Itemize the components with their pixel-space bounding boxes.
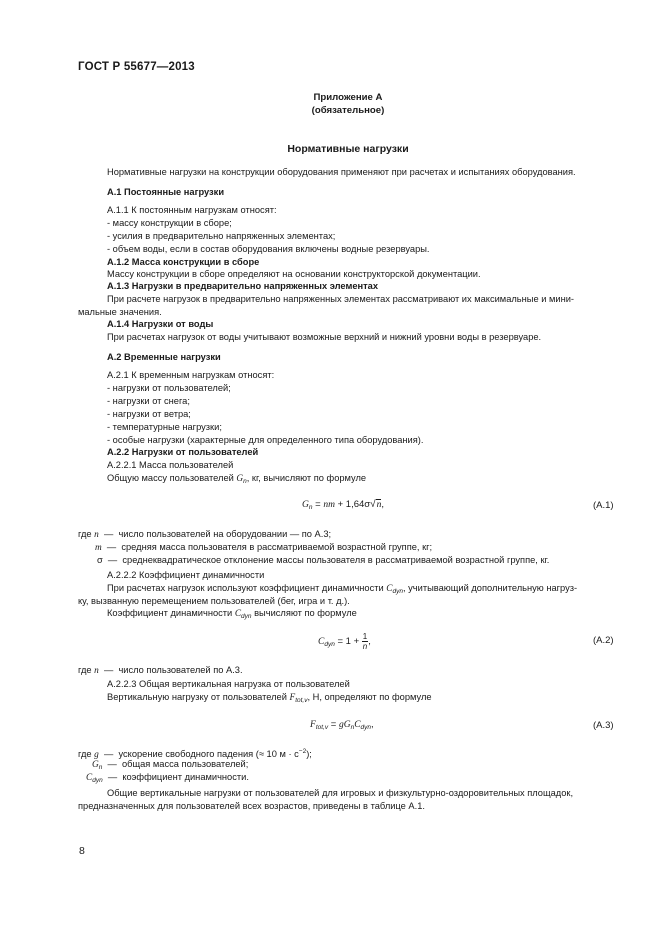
a2-2-3-heading: А.2.2.3 Общая вертикальная нагрузка от пользователей [107,679,350,689]
final-paragraph-line2: предназначенных для пользователей всех возрастов, приведены в таблице А.1. [78,801,425,811]
a2-2-2-text-line2: ку, вызванную перемещением пользователей (бег, игра и т. д.). [78,596,350,606]
a1-heading: А.1 Постоянные нагрузки [107,187,225,197]
page-number: 8 [79,845,85,857]
a1-3-heading: А.1.3 Нагрузки в предварительно напряженных элементах [107,281,379,291]
list-item: - нагрузки от снега; [107,396,190,406]
where-item: где n — число пользователей на оборудовании — по А.3; [78,529,332,540]
intro-paragraph: Нормативные нагрузки на конструкции оборудования применяют при расчетах и испытаниях оборудования. [107,167,576,177]
a2-2-2-heading: А.2.2.2 Коэффициент динамичности [107,570,265,580]
list-item: - объем воды, если в состав оборудования включены водные резервуары. [107,244,430,254]
list-item: - усилия в предварительно напряженных элементах; [107,231,336,241]
a1-2-heading: А.1.2 Масса конструкции в сборе [107,257,260,267]
a2-2-1-heading: А.2.2.1 Масса пользователей [107,460,234,470]
a2-2-2-text-line1: При расчетах нагрузок используют коэффициент динамичности $C_{dyn}$, учитывающий дополнительную нагруз- [107,583,578,595]
formula-a3: $F_{tot,v} = gG_nC_{dyn}$, [310,719,374,731]
formula-a3-number: (А.3) [593,720,614,731]
document-header: ГОСТ Р 55677—2013 [78,61,195,73]
formula-a2-number: (А.2) [593,635,614,646]
list-item: - нагрузки от пользователей; [107,383,231,393]
a1-4-text: При расчетах нагрузок от воды учитывают возможные верхний и нижний уровни воды в резервуаре. [107,332,542,342]
a1-3-text-line2: мальные значения. [78,307,162,317]
a1-2-text: Массу конструкции в сборе определяют на основании конструкторской документации. [107,269,481,279]
list-item: - особые нагрузки (характерные для определенного типа оборудования). [107,435,424,445]
a2-2-1-text: Общую массу пользователей $G_n$, кг, вычисляют по формуле [107,473,367,485]
where-item: где g — ускорение свободного падения (≈ 10 $м \cdot с^{-2}$); [78,748,312,760]
a2-2-2-text-line3: Коэффициент динамичности $C_{dyn}$ вычисляют по формуле [107,608,357,620]
final-paragraph-line1: Общие вертикальные нагрузки от пользователей для игровых и физкультурно-оздоровительных площадок, [107,788,574,798]
list-item: - температурные нагрузки; [107,422,222,432]
where-item: σ — среднеквадратическое отклонение массы пользователя в рассматриваемой возрастной группе, кг. [97,555,550,565]
a2-2-heading: А.2.2 Нагрузки от пользователей [107,447,259,457]
formula-a1: $G_n$ = nm + 1,64σ√n, [302,499,385,511]
where-item: $G_n$ — общая масса пользователей; [92,759,249,771]
where-item: где n — число пользователей по А.3. [78,665,243,676]
where-item: $C_{dyn}$ — коэффициент динамичности. [86,772,249,784]
a1-4-heading: А.1.4 Нагрузки от воды [107,319,214,329]
section-title: Нормативные нагрузки [287,143,409,155]
a2-heading: А.2 Временные нагрузки [107,352,221,362]
a1-1-text: А.1.1 К постоянным нагрузкам относят: [107,205,277,215]
a2-2-3-text: Вертикальную нагрузку от пользователей $F_{tot,v}$, Н, определяют по формуле [107,692,432,704]
list-item: - нагрузки от ветра; [107,409,191,419]
formula-a2: $C_{dyn} = 1$ + $\frac{1}{n}$ , [318,632,371,651]
annex-title: Приложение А [313,92,383,103]
a2-1-text: А.2.1 К временным нагрузкам относят: [107,370,275,380]
formula-a1-number: (А.1) [593,500,614,511]
annex-status: (обязательное) [311,105,385,116]
where-item: m — средняя масса пользователя в рассматриваемой возрастной группе, кг; [95,542,433,553]
a1-3-text-line1: При расчете нагрузок в предварительно напряженных элементах рассматривают их максимальные и мини- [107,294,574,304]
list-item: - массу конструкции в сборе; [107,218,232,228]
